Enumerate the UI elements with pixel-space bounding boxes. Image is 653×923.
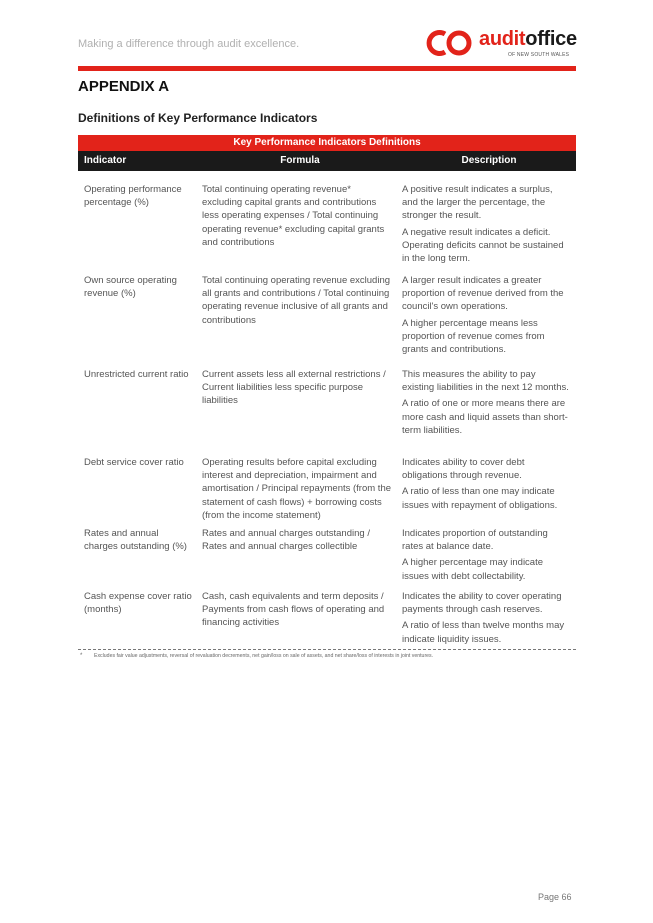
formula-cell: Rates and annual charges outstanding / Rates and annual charges collectible	[202, 528, 370, 553]
description-cell	[398, 527, 576, 590]
indicator-cell: Cash expense cover ratio (months)	[84, 591, 192, 616]
logo-wordmark	[479, 28, 577, 51]
description-paragraph: Indicates the ability to cover operating payments through cash reserves.	[402, 591, 562, 616]
footnote-text: Excludes fair value adjustments, reversal of revaluation decrements, net gain/loss on sale of assets, and net share/loss of interests in joint ventures.	[94, 653, 434, 659]
description-cell	[398, 456, 576, 527]
footnote-mark: *	[80, 653, 83, 659]
header-tagline: Making a difference through audit excellence.	[78, 38, 300, 50]
table-row	[78, 183, 576, 274]
appendix-title: APPENDIX A	[78, 78, 170, 95]
description-cell	[398, 183, 576, 274]
audit-office-logo	[420, 28, 580, 64]
formula-cell: Current assets less all external restrictions / Current liabilities less specific purpose liabilities	[202, 369, 386, 407]
description-paragraph: This measures the ability to pay existing liabilities in the next 12 months.	[402, 369, 569, 394]
description-paragraph: A higher percentage means less proportion of revenue comes from grants and contributions.	[402, 317, 545, 356]
description-paragraph: A ratio of less than twelve months may indicate liquidity issues.	[402, 620, 565, 645]
formula-cell: Cash, cash equivalents and term deposits / Payments from cash flows of operating and financing activities	[202, 591, 385, 629]
indicator-cell: Unrestricted current ratio	[84, 369, 189, 380]
indicator-cell: Rates and annual charges outstanding (%)	[84, 528, 187, 553]
column-header-description: Description	[461, 155, 517, 166]
table-row	[78, 527, 576, 590]
kpi-definitions-table	[78, 135, 576, 648]
description-cell	[398, 368, 576, 456]
formula-cell: Operating results before capital excluding interest and depreciation, impairment and amortisation / Principal repayments (from the statement of cash flows) + borrowing costs (from the income statement)	[202, 457, 392, 521]
indicator-cell: Debt service cover ratio	[84, 457, 184, 468]
description-paragraph: A ratio of less than one may indicate issues with repayment of obligations.	[402, 486, 558, 511]
indicator-cell: Own source operating revenue (%)	[84, 275, 177, 300]
description-paragraph: A positive result indicates a surplus, and the larger the percentage, the stronger the result.	[402, 184, 553, 222]
description-cell	[398, 274, 576, 368]
column-header-indicator: Indicator	[84, 155, 127, 166]
description-paragraph: A ratio of one or more means there are more cash and liquid assets than short-term liabilities.	[402, 398, 568, 436]
table-row	[78, 590, 576, 648]
table-title: Key Performance Indicators Definitions	[78, 135, 576, 151]
table-row	[78, 368, 576, 456]
column-header-formula: Formula	[280, 155, 320, 166]
table-row	[78, 274, 576, 368]
description-paragraph: Indicates ability to cover debt obligations through revenue.	[402, 457, 525, 482]
table-body	[78, 183, 576, 648]
logo-mark-icon	[420, 28, 476, 58]
header-rule	[78, 66, 576, 71]
description-paragraph: Indicates proportion of outstanding rates at balance date.	[402, 528, 548, 553]
section-subtitle: Definitions of Key Performance Indicators	[78, 111, 318, 125]
table-row	[78, 456, 576, 527]
formula-cell: Total continuing operating revenue* excluding capital grants and contributions less operating expenses / Total continuing operating revenue* excluding capital grants and contributions	[202, 184, 385, 248]
indicator-cell: Operating performance percentage (%)	[84, 184, 182, 209]
page-number: Page 66	[538, 892, 572, 902]
description-cell	[398, 590, 576, 648]
description-paragraph: A larger result indicates a greater proportion of revenue derived from the council's own operations.	[402, 275, 564, 313]
logo-word-audit: audit	[479, 28, 526, 50]
footnote-divider	[78, 649, 576, 650]
table-header-row	[78, 151, 576, 171]
formula-cell: Total continuing operating revenue excluding all grants and contributions / Total continuing operating revenue inclusive of all grants and contributions	[202, 275, 391, 326]
description-paragraph: A negative result indicates a deficit. Operating deficits cannot be sustained in the long term.	[402, 226, 564, 265]
logo-word-office: office	[525, 28, 577, 50]
description-paragraph: A higher percentage may indicate issues with debt collectability.	[402, 557, 544, 582]
logo-subtitle: OF NEW SOUTH WALES	[508, 52, 570, 58]
